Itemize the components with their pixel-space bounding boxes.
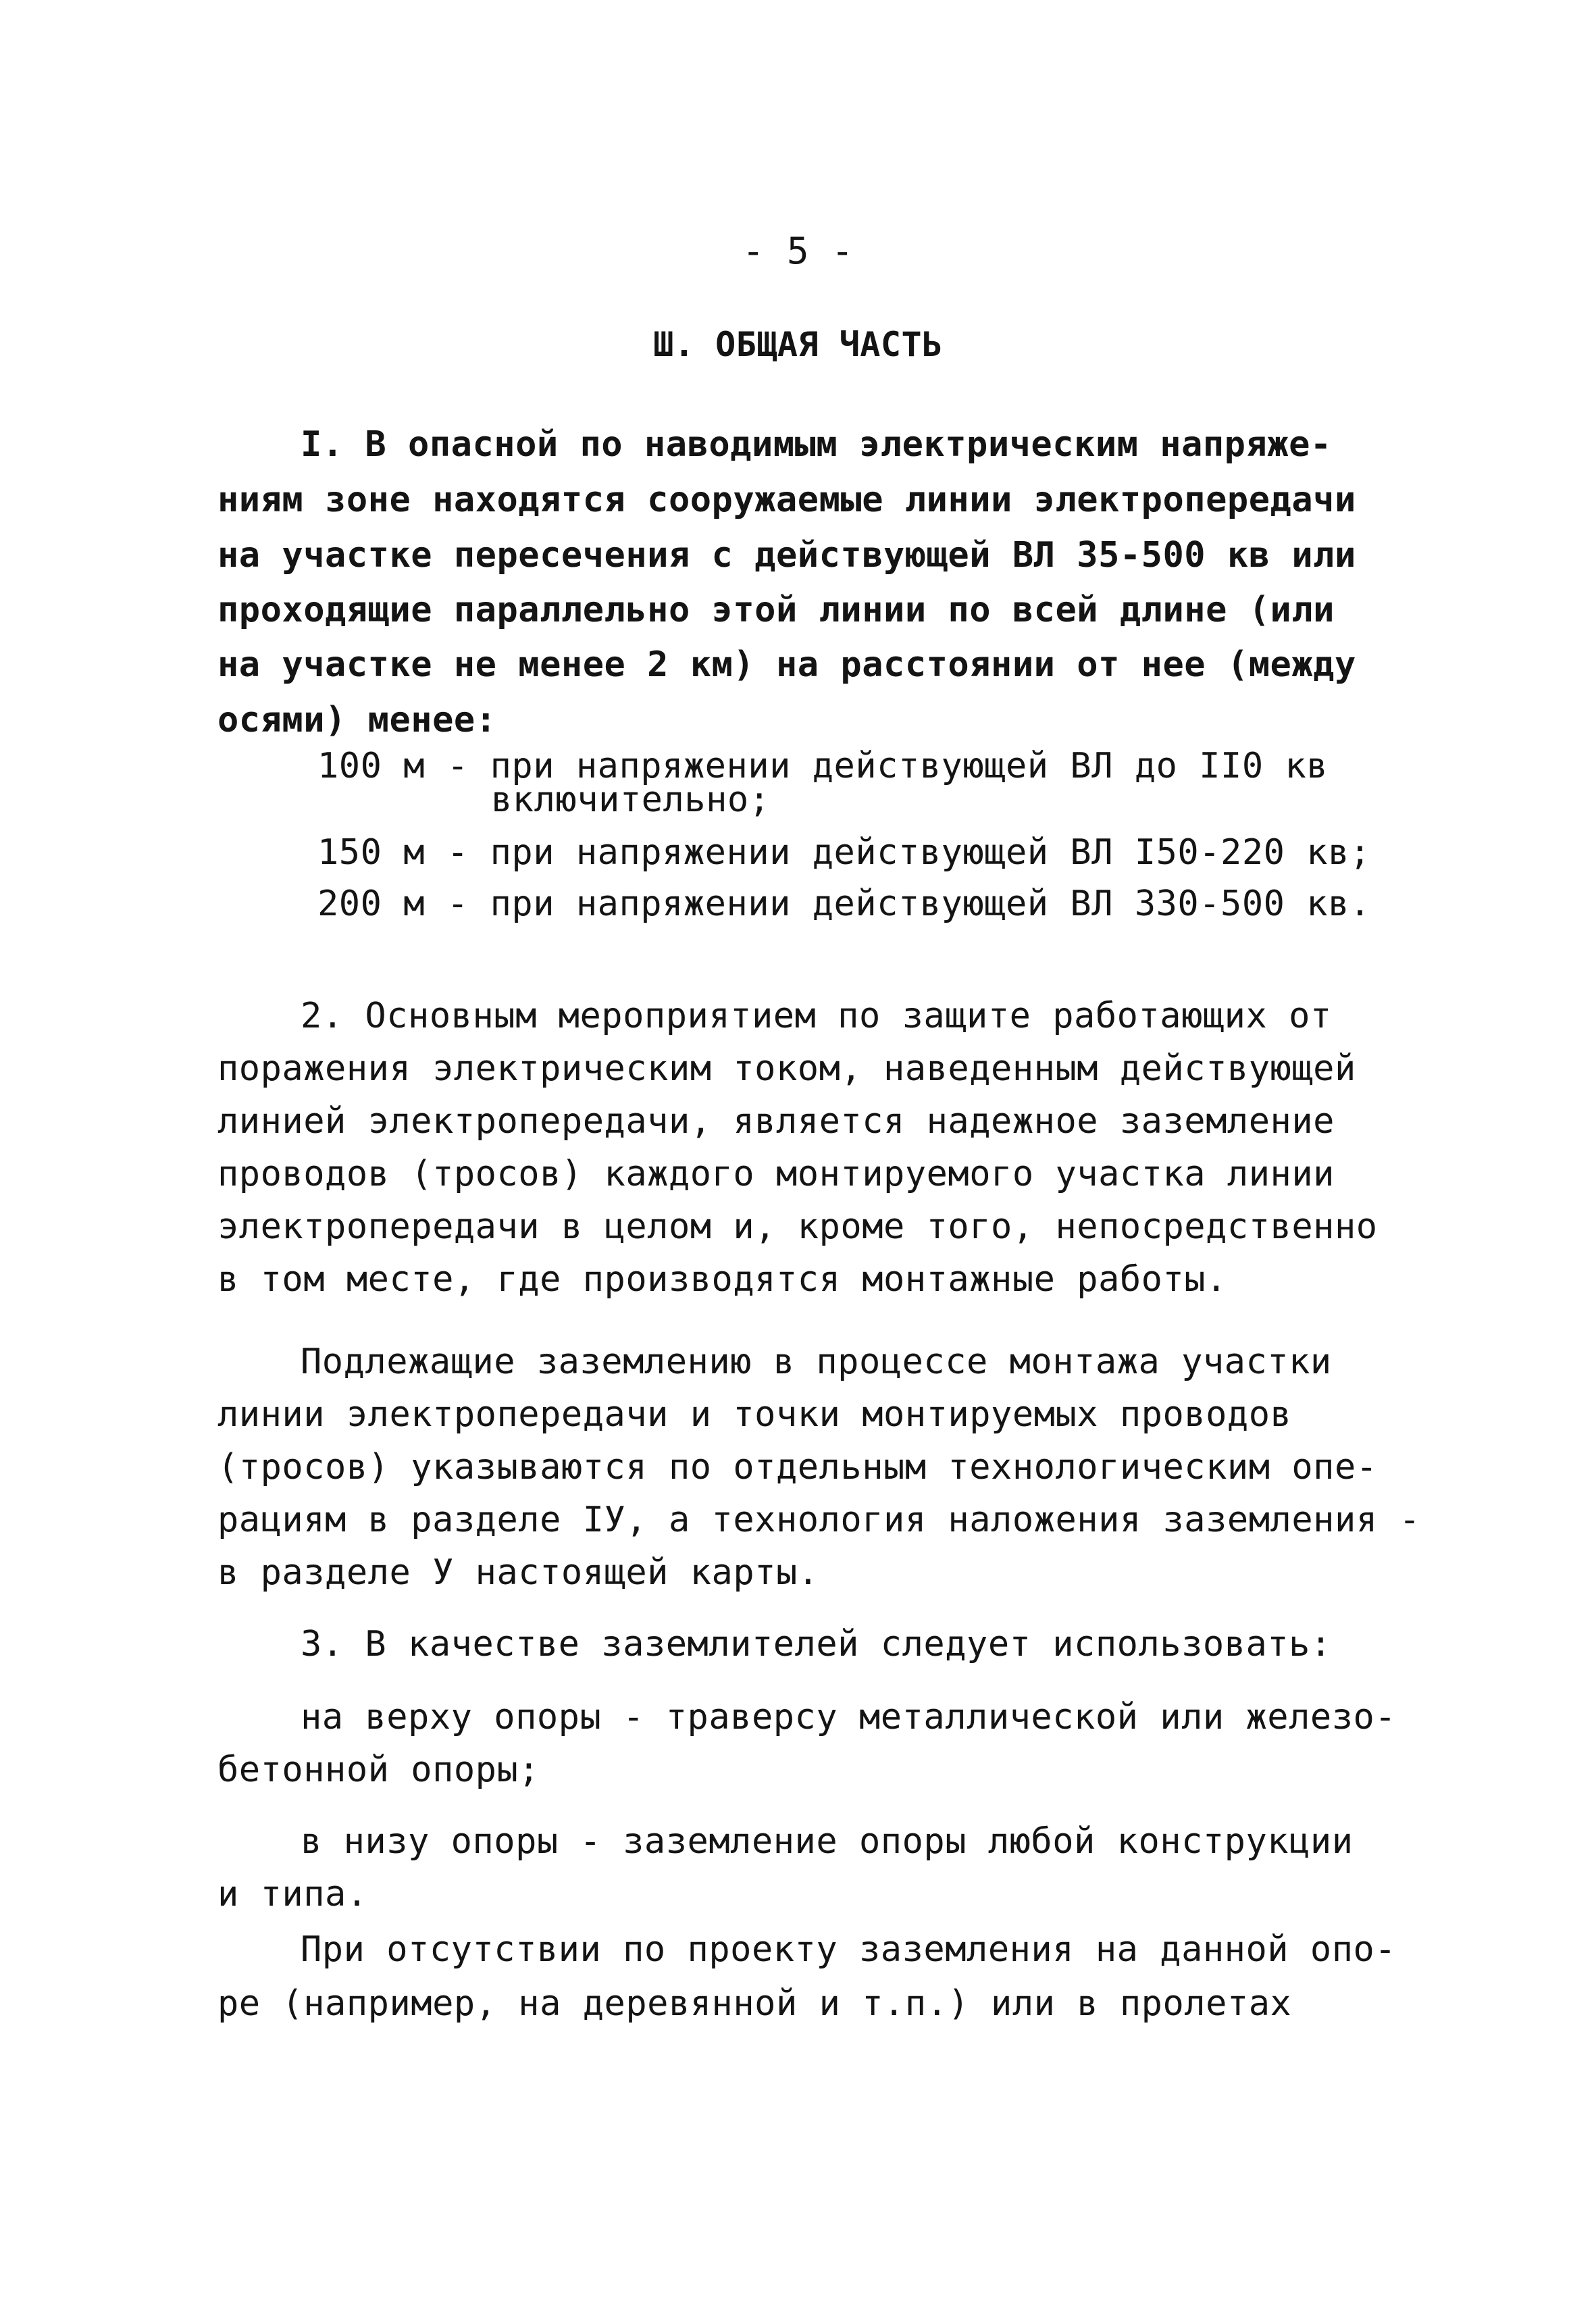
- text-line: на верху опоры - траверсу металлической или железо-: [301, 1697, 1397, 1737]
- distance-value: 100 м: [317, 746, 426, 786]
- text-line: 2. Основным мероприятием по защите работающих от: [301, 996, 1332, 1036]
- distance-value: 150 м: [317, 832, 426, 873]
- text-line: в том месте, где производятся монтажные работы.: [217, 1259, 1227, 1300]
- text-line: осями) менее:: [217, 700, 497, 740]
- text-line: Подлежащие заземлению в процессе монтажа участки: [301, 1342, 1332, 1382]
- text-line: 3. В качестве заземлителей следует использовать:: [301, 1624, 1332, 1664]
- text-line: При отсутствии по проекту заземления на данной опо-: [301, 1929, 1397, 1970]
- text-line: (тросов) указываются по отдельным технологическим опе-: [217, 1447, 1378, 1488]
- text-line: линии электропередачи и точки монтируемых проводов: [217, 1394, 1292, 1435]
- text-line: и типа.: [217, 1874, 368, 1914]
- distance-text: - при напряжении действующей ВЛ 330-500 кв.: [447, 884, 1371, 924]
- section-heading: Ш. ОБЩАЯ ЧАСТЬ: [653, 325, 943, 364]
- text-line: в низу опоры - заземление опоры любой конструкции: [301, 1821, 1354, 1862]
- text-line: на участке не менее 2 км) на расстоянии от нее (между: [217, 644, 1356, 685]
- text-line: бетонной опоры;: [217, 1750, 540, 1790]
- text-line: электропередачи в целом и, кроме того, непосредственно: [217, 1206, 1378, 1247]
- text-line: ниям зоне находятся сооружаемые линии электропередачи: [217, 480, 1356, 520]
- text-line: линией электропередачи, является надежное заземление: [217, 1101, 1335, 1142]
- distance-text: - при напряжении действующей ВЛ I50-220 кв;: [447, 832, 1371, 873]
- distance-value: 200 м: [317, 884, 426, 924]
- text-line: поражения электрическим током, наведенным действующей: [217, 1048, 1356, 1089]
- text-line: ре (например, на деревянной и т.п.) или в пролетах: [217, 1983, 1292, 2024]
- text-line: рациям в разделе IУ, а технология наложения заземления -: [217, 1500, 1421, 1540]
- text-line: проходящие параллельно этой линии по всей длине (или: [217, 590, 1335, 630]
- distance-text: - при напряжении действующей ВЛ до II0 кв: [447, 746, 1329, 786]
- page-number: - 5 -: [742, 230, 854, 272]
- text-line: на участке пересечения с действующей ВЛ 35-500 кв или: [217, 535, 1356, 576]
- distance-text-cont: включительно;: [491, 780, 771, 820]
- text-line: проводов (тросов) каждого монтируемого участка линии: [217, 1154, 1335, 1194]
- text-line: в разделе У настоящей карты.: [217, 1552, 819, 1593]
- text-line: I. В опасной по наводимым электрическим напряже-: [301, 424, 1332, 465]
